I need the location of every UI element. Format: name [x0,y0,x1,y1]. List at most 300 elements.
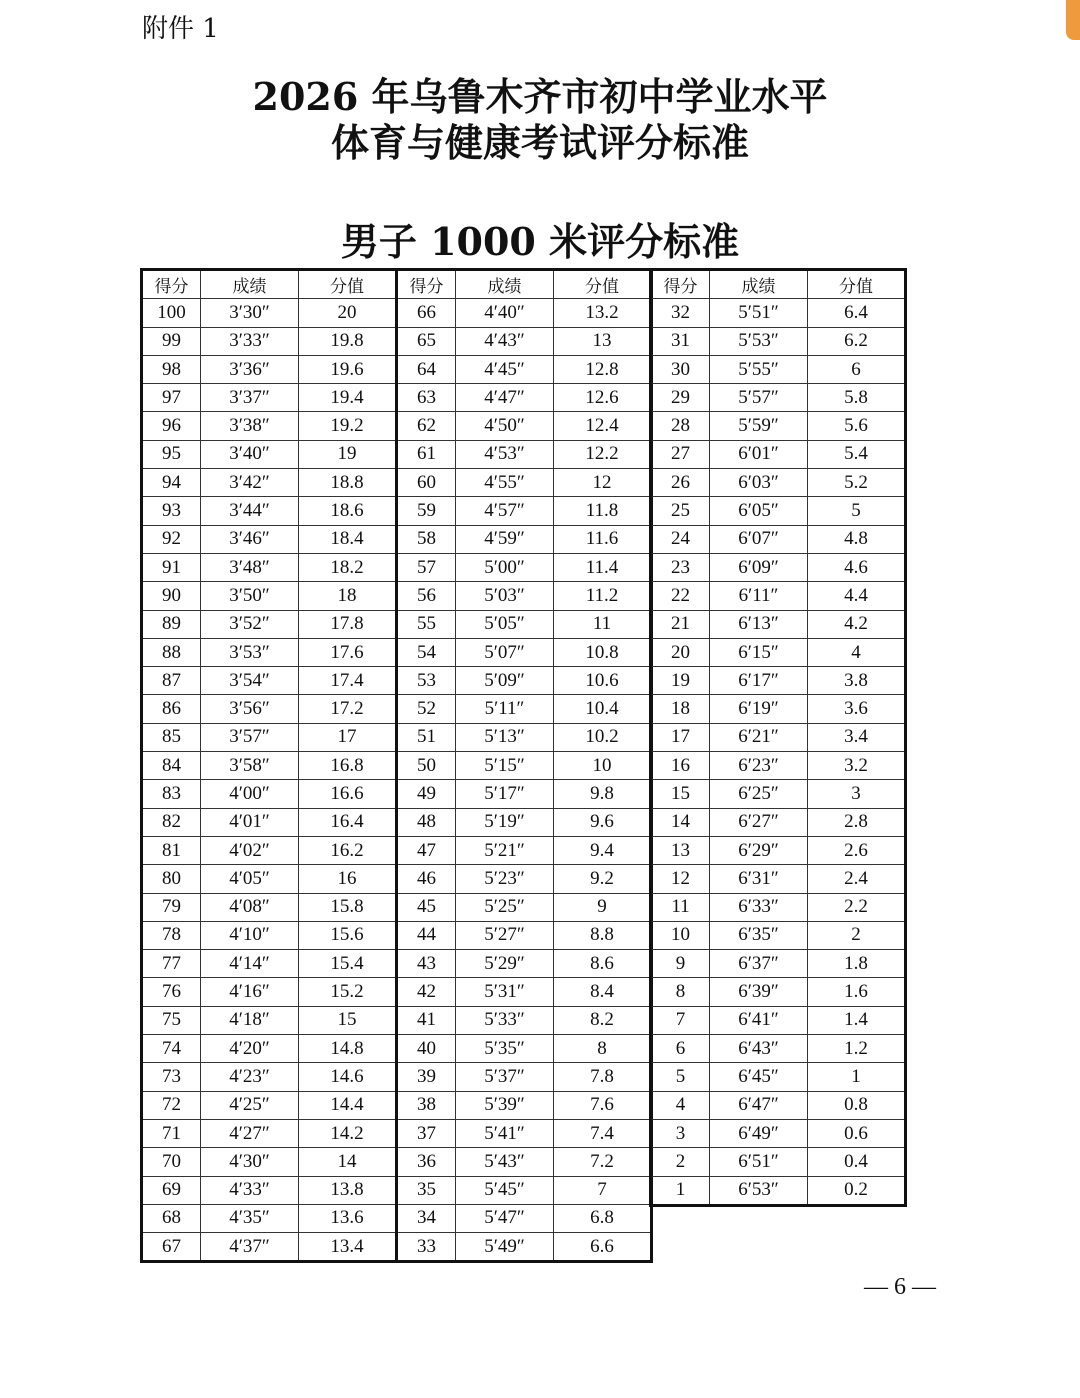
score-cell: 64 [397,355,456,383]
score-cell: 63 [397,384,456,412]
value-cell: 6.8 [554,1204,652,1232]
value-cell: 3.6 [808,695,906,723]
value-cell: 19.4 [299,384,397,412]
table-row [651,553,906,581]
score-cell: 53 [397,667,456,695]
document-title-line1: 2026 年乌鲁木齐市初中学业水平 [252,74,828,119]
score-cell: 92 [142,525,201,553]
time-cell: 4′59″ [456,525,554,553]
value-cell: 11.4 [554,553,652,581]
score-cell: 19 [651,667,710,695]
score-cell: 10 [651,921,710,949]
page-number: — 6 — [864,1274,936,1300]
table-row [142,299,397,327]
table-row [397,950,652,978]
table-row [651,384,906,412]
time-cell: 4′05″ [201,865,299,893]
time-cell: 3′44″ [201,497,299,525]
value-cell: 5.2 [808,469,906,497]
score-cell: 24 [651,525,710,553]
time-cell: 6′35″ [710,921,808,949]
value-cell: 7.8 [554,1063,652,1091]
value-cell: 15.2 [299,978,397,1006]
value-cell: 4.8 [808,525,906,553]
value-cell: 9 [554,893,652,921]
score-cell: 76 [142,978,201,1006]
score-cell: 81 [142,836,201,864]
value-cell: 18.8 [299,469,397,497]
value-cell: 15.4 [299,950,397,978]
score-cell: 93 [142,497,201,525]
time-cell: 5′45″ [456,1176,554,1204]
value-cell: 16.2 [299,836,397,864]
value-cell: 5.6 [808,412,906,440]
table-row [142,808,397,836]
corner-tab-decoration [1066,0,1080,40]
attachment-number: 1 [202,14,219,44]
time-cell: 3′53″ [201,638,299,666]
table-row [397,384,652,412]
score-cell: 40 [397,1035,456,1063]
score-cell: 83 [142,780,201,808]
time-cell: 6′53″ [710,1176,808,1205]
time-cell: 6′39″ [710,978,808,1006]
table-row [651,327,906,355]
time-cell: 4′30″ [201,1148,299,1176]
score-cell: 48 [397,808,456,836]
table-row [142,582,397,610]
table-row [397,836,652,864]
value-cell: 3 [808,780,906,808]
score-cell: 22 [651,582,710,610]
time-cell: 4′10″ [201,921,299,949]
time-cell: 4′00″ [201,780,299,808]
header-time-cell: 成绩 [710,270,808,299]
table-row [142,780,397,808]
value-cell: 6.6 [554,1233,652,1262]
time-cell: 5′00″ [456,553,554,581]
time-cell: 6′19″ [710,695,808,723]
attachment-label-text: 附件 [142,14,195,44]
time-cell: 5′09″ [456,667,554,695]
value-cell: 4.2 [808,610,906,638]
score-cell: 100 [142,299,201,327]
time-cell: 5′33″ [456,1006,554,1034]
time-cell: 5′31″ [456,978,554,1006]
table-row [397,582,652,610]
table-row [397,412,652,440]
time-cell: 5′13″ [456,723,554,751]
table-row [651,610,906,638]
score-cell: 6 [651,1035,710,1063]
score-cell: 50 [397,752,456,780]
value-cell: 14.2 [299,1119,397,1147]
score-cell: 79 [142,893,201,921]
time-cell: 6′41″ [710,1006,808,1034]
table-row [651,440,906,468]
score-cell: 18 [651,695,710,723]
value-cell: 10.6 [554,667,652,695]
value-cell: 11.8 [554,497,652,525]
value-cell: 1.4 [808,1006,906,1034]
table-row [651,1006,906,1034]
table-row [397,299,652,327]
time-cell: 4′23″ [201,1063,299,1091]
value-cell: 17 [299,723,397,751]
table-row [397,440,652,468]
time-cell: 4′01″ [201,808,299,836]
value-cell: 10.2 [554,723,652,751]
score-cell: 78 [142,921,201,949]
table-row [142,327,397,355]
table-row [651,978,906,1006]
table-row [142,1119,397,1147]
score-cell: 7 [651,1006,710,1034]
table-row [651,1176,906,1205]
value-cell: 0.8 [808,1091,906,1119]
value-cell: 1.8 [808,950,906,978]
score-cell: 4 [651,1091,710,1119]
time-cell: 6′05″ [710,497,808,525]
header-score-cell: 得分 [142,270,201,299]
table-row [397,752,652,780]
time-cell: 6′03″ [710,469,808,497]
score-cell: 99 [142,327,201,355]
table-row [651,582,906,610]
value-cell: 0.6 [808,1119,906,1147]
time-cell: 4′18″ [201,1006,299,1034]
time-cell: 6′37″ [710,950,808,978]
score-cell: 30 [651,355,710,383]
table-row [142,836,397,864]
value-cell: 2.8 [808,808,906,836]
score-cell: 90 [142,582,201,610]
time-cell: 3′56″ [201,695,299,723]
header-value-cell: 分值 [808,270,906,299]
time-cell: 4′20″ [201,1035,299,1063]
score-cell: 9 [651,950,710,978]
value-cell: 11 [554,610,652,638]
time-cell: 3′50″ [201,582,299,610]
score-cell: 37 [397,1119,456,1147]
value-cell: 4.4 [808,582,906,610]
score-cell: 52 [397,695,456,723]
score-table-block-2 [395,268,653,1263]
table-row [142,1091,397,1119]
score-cell: 88 [142,638,201,666]
score-cell: 14 [651,808,710,836]
score-cell: 39 [397,1063,456,1091]
score-cell: 43 [397,950,456,978]
table-row [142,978,397,1006]
table-row [397,893,652,921]
score-cell: 49 [397,780,456,808]
value-cell: 5.8 [808,384,906,412]
table-row [142,1148,397,1176]
score-cell: 23 [651,553,710,581]
value-cell: 13 [554,327,652,355]
score-cell: 89 [142,610,201,638]
score-cell: 5 [651,1063,710,1091]
table-row [651,836,906,864]
value-cell: 7.4 [554,1119,652,1147]
header-value-cell: 分值 [299,270,397,299]
score-cell: 96 [142,412,201,440]
score-cell: 45 [397,893,456,921]
time-cell: 4′08″ [201,893,299,921]
table-row [651,469,906,497]
time-cell: 6′49″ [710,1119,808,1147]
score-cell: 26 [651,469,710,497]
time-cell: 6′09″ [710,553,808,581]
value-cell: 1.6 [808,978,906,1006]
time-cell: 6′23″ [710,752,808,780]
table-row [651,497,906,525]
table-row [651,1063,906,1091]
time-cell: 5′03″ [456,582,554,610]
value-cell: 14.6 [299,1063,397,1091]
time-cell: 5′47″ [456,1204,554,1232]
time-cell: 5′41″ [456,1119,554,1147]
value-cell: 15.6 [299,921,397,949]
value-cell: 5 [808,497,906,525]
time-cell: 6′43″ [710,1035,808,1063]
time-cell: 3′33″ [201,327,299,355]
value-cell: 17.6 [299,638,397,666]
value-cell: 3.2 [808,752,906,780]
time-cell: 6′07″ [710,525,808,553]
value-cell: 12.4 [554,412,652,440]
time-cell: 5′51″ [710,299,808,327]
value-cell: 18 [299,582,397,610]
time-cell: 5′53″ [710,327,808,355]
value-cell: 9.6 [554,808,652,836]
time-cell: 6′29″ [710,836,808,864]
table-row [651,695,906,723]
header-row [142,270,397,299]
header-score-cell: 得分 [651,270,710,299]
value-cell: 12.6 [554,384,652,412]
time-cell: 5′05″ [456,610,554,638]
value-cell: 12.8 [554,355,652,383]
header-row [397,270,652,299]
value-cell: 0.2 [808,1176,906,1205]
time-cell: 5′25″ [456,893,554,921]
value-cell: 6 [808,355,906,383]
table-row [142,893,397,921]
value-cell: 13.4 [299,1233,397,1262]
time-cell: 5′15″ [456,752,554,780]
time-cell: 4′14″ [201,950,299,978]
time-cell: 6′45″ [710,1063,808,1091]
score-cell: 91 [142,553,201,581]
time-cell: 4′55″ [456,469,554,497]
table-row [142,752,397,780]
score-cell: 74 [142,1035,201,1063]
table-row [142,950,397,978]
table-row [651,1035,906,1063]
value-cell: 10 [554,752,652,780]
time-cell: 6′01″ [710,440,808,468]
table-row [142,695,397,723]
value-cell: 2.6 [808,836,906,864]
table-row [397,610,652,638]
score-cell: 46 [397,865,456,893]
value-cell: 8 [554,1035,652,1063]
time-cell: 5′39″ [456,1091,554,1119]
table-row [142,384,397,412]
score-cell: 44 [397,921,456,949]
value-cell: 15 [299,1006,397,1034]
score-cell: 98 [142,355,201,383]
time-cell: 3′54″ [201,667,299,695]
table-row [142,497,397,525]
value-cell: 17.4 [299,667,397,695]
value-cell: 20 [299,299,397,327]
value-cell: 14 [299,1148,397,1176]
time-cell: 3′48″ [201,553,299,581]
time-cell: 5′55″ [710,355,808,383]
table-row [397,1233,652,1262]
table-row [397,808,652,836]
table-row [142,921,397,949]
score-cell: 33 [397,1233,456,1262]
table-row [397,1176,652,1204]
time-cell: 4′16″ [201,978,299,1006]
time-cell: 5′59″ [710,412,808,440]
table-row [397,355,652,383]
value-cell: 19 [299,440,397,468]
score-cell: 97 [142,384,201,412]
table-row [142,865,397,893]
score-cell: 47 [397,836,456,864]
table-row [142,1006,397,1034]
time-cell: 4′57″ [456,497,554,525]
table-row [651,921,906,949]
table-row [397,638,652,666]
table-row [397,1119,652,1147]
table-row [142,1035,397,1063]
time-cell: 6′51″ [710,1148,808,1176]
table-row [397,1148,652,1176]
table-row [651,752,906,780]
table-row [142,1063,397,1091]
table-row [142,1233,397,1262]
time-cell: 3′58″ [201,752,299,780]
time-cell: 6′13″ [710,610,808,638]
table-row [651,1091,906,1119]
score-cell: 77 [142,950,201,978]
time-cell: 3′57″ [201,723,299,751]
score-cell: 31 [651,327,710,355]
table-row [397,1006,652,1034]
score-cell: 70 [142,1148,201,1176]
table-row [397,723,652,751]
table-row [397,553,652,581]
table-row [397,865,652,893]
table-row [397,469,652,497]
table-row [142,1204,397,1232]
score-cell: 13 [651,836,710,864]
score-cell: 82 [142,808,201,836]
time-cell: 6′17″ [710,667,808,695]
value-cell: 6.4 [808,299,906,327]
time-cell: 5′17″ [456,780,554,808]
score-cell: 67 [142,1233,201,1262]
score-cell: 65 [397,327,456,355]
table-row [651,723,906,751]
table-row [142,553,397,581]
value-cell: 8.6 [554,950,652,978]
time-cell: 5′35″ [456,1035,554,1063]
score-cell: 41 [397,1006,456,1034]
score-cell: 71 [142,1119,201,1147]
table-row [397,525,652,553]
score-cell: 80 [142,865,201,893]
table-row [651,299,906,327]
time-cell: 4′45″ [456,355,554,383]
time-cell: 6′27″ [710,808,808,836]
score-cell: 59 [397,497,456,525]
time-cell: 4′37″ [201,1233,299,1262]
value-cell: 13.8 [299,1176,397,1204]
score-cell: 2 [651,1148,710,1176]
value-cell: 18.6 [299,497,397,525]
time-cell: 3′46″ [201,525,299,553]
score-cell: 1 [651,1176,710,1205]
table-row [142,440,397,468]
time-cell: 5′29″ [456,950,554,978]
time-cell: 6′31″ [710,865,808,893]
table-row [651,865,906,893]
table-row [142,610,397,638]
value-cell: 1.2 [808,1035,906,1063]
time-cell: 4′27″ [201,1119,299,1147]
value-cell: 11.2 [554,582,652,610]
time-cell: 4′02″ [201,836,299,864]
document-title-line2: 体育与健康考试评分标准 [330,120,749,165]
time-cell: 5′49″ [456,1233,554,1262]
score-cell: 75 [142,1006,201,1034]
time-cell: 6′15″ [710,638,808,666]
table-row [397,497,652,525]
score-cell: 84 [142,752,201,780]
value-cell: 3.8 [808,667,906,695]
time-cell: 4′43″ [456,327,554,355]
value-cell: 9.8 [554,780,652,808]
score-cell: 72 [142,1091,201,1119]
value-cell: 16 [299,865,397,893]
time-cell: 6′25″ [710,780,808,808]
value-cell: 14.8 [299,1035,397,1063]
score-cell: 73 [142,1063,201,1091]
value-cell: 8.4 [554,978,652,1006]
value-cell: 7.2 [554,1148,652,1176]
value-cell: 2.4 [808,865,906,893]
time-cell: 5′23″ [456,865,554,893]
time-cell: 5′27″ [456,921,554,949]
table-row [142,723,397,751]
time-cell: 6′21″ [710,723,808,751]
score-cell: 51 [397,723,456,751]
value-cell: 7 [554,1176,652,1204]
score-cell: 95 [142,440,201,468]
score-cell: 85 [142,723,201,751]
time-cell: 3′37″ [201,384,299,412]
score-cell: 3 [651,1119,710,1147]
score-cell: 55 [397,610,456,638]
table-row [397,695,652,723]
